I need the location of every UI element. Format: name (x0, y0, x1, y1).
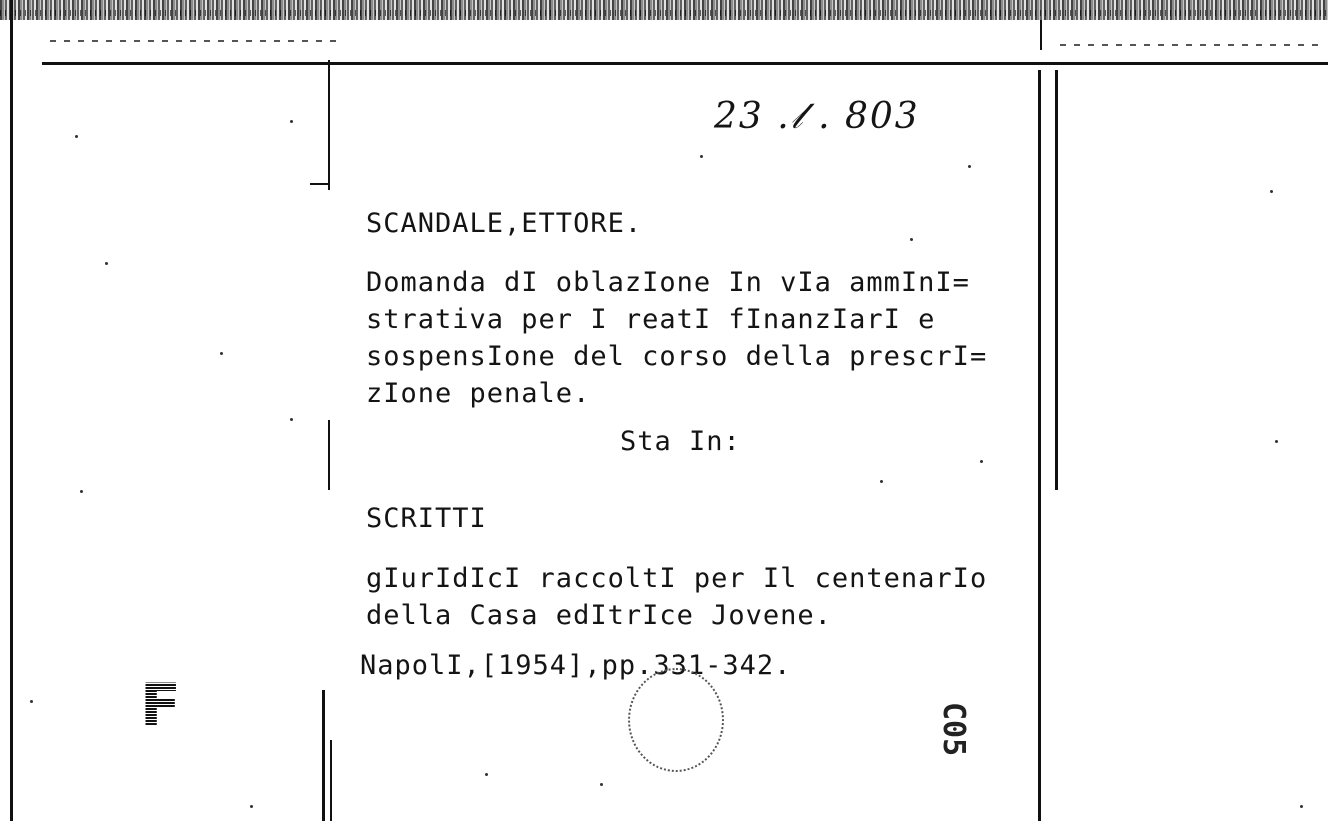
scan-speck (75, 135, 78, 138)
right-separator-line-lower (1055, 70, 1058, 490)
stamp-number: C05 (936, 702, 971, 757)
scan-speck (980, 460, 983, 463)
collection-line: della Casa edItrIce Jovene. (366, 600, 832, 631)
side-letter-mark (140, 671, 188, 741)
scan-speck (290, 120, 293, 123)
handwritten-shelfmark: 23 .𝓁 . 803 (714, 96, 920, 137)
title-line: zIone penale. (366, 378, 591, 409)
collection-line: gIurIdIcI raccoltI per Il centenarIo (366, 563, 988, 594)
right-separator-line (1040, 20, 1042, 50)
scan-speck (80, 490, 83, 493)
top-dashed-strip-right (1060, 44, 1320, 46)
punch-hole-mark (628, 668, 724, 772)
title-line: sospensIone del corso della prescrI= (366, 341, 988, 372)
scanned-top-edge-texture (0, 10, 1328, 16)
scan-speck (1275, 440, 1278, 443)
scan-speck (250, 805, 253, 808)
scan-speck (700, 155, 703, 158)
title-line: Domanda dI oblazIone In vIa ammInI= (366, 267, 970, 298)
left-border-line (10, 0, 13, 821)
scan-speck (30, 700, 33, 703)
collection-heading: SCRITTI (366, 503, 487, 534)
scan-speck (105, 262, 108, 265)
card-left-edge-bottom (322, 690, 325, 821)
scan-speck (290, 418, 293, 421)
scan-speck (968, 165, 971, 168)
scan-speck (220, 352, 223, 355)
top-dashed-strip (50, 40, 340, 42)
scan-speck (485, 773, 488, 776)
author-heading: SCANDALE,ETTORE. (366, 208, 643, 239)
side-letter: F (140, 675, 188, 737)
collection-title (366, 560, 987, 634)
scan-speck (1270, 190, 1273, 193)
scan-speck (1300, 805, 1303, 808)
scan-speck (880, 480, 883, 483)
top-rule (42, 62, 1328, 65)
work-title (366, 264, 987, 412)
scan-speck (910, 238, 913, 241)
title-line: strativa per I reatI fInanzIarI e (366, 304, 936, 335)
card-left-tick (310, 183, 330, 185)
imprint: NapolI,[1954],pp.331-342. (360, 650, 792, 681)
in-label: Sta In: (620, 426, 741, 457)
scan-speck (600, 783, 603, 786)
